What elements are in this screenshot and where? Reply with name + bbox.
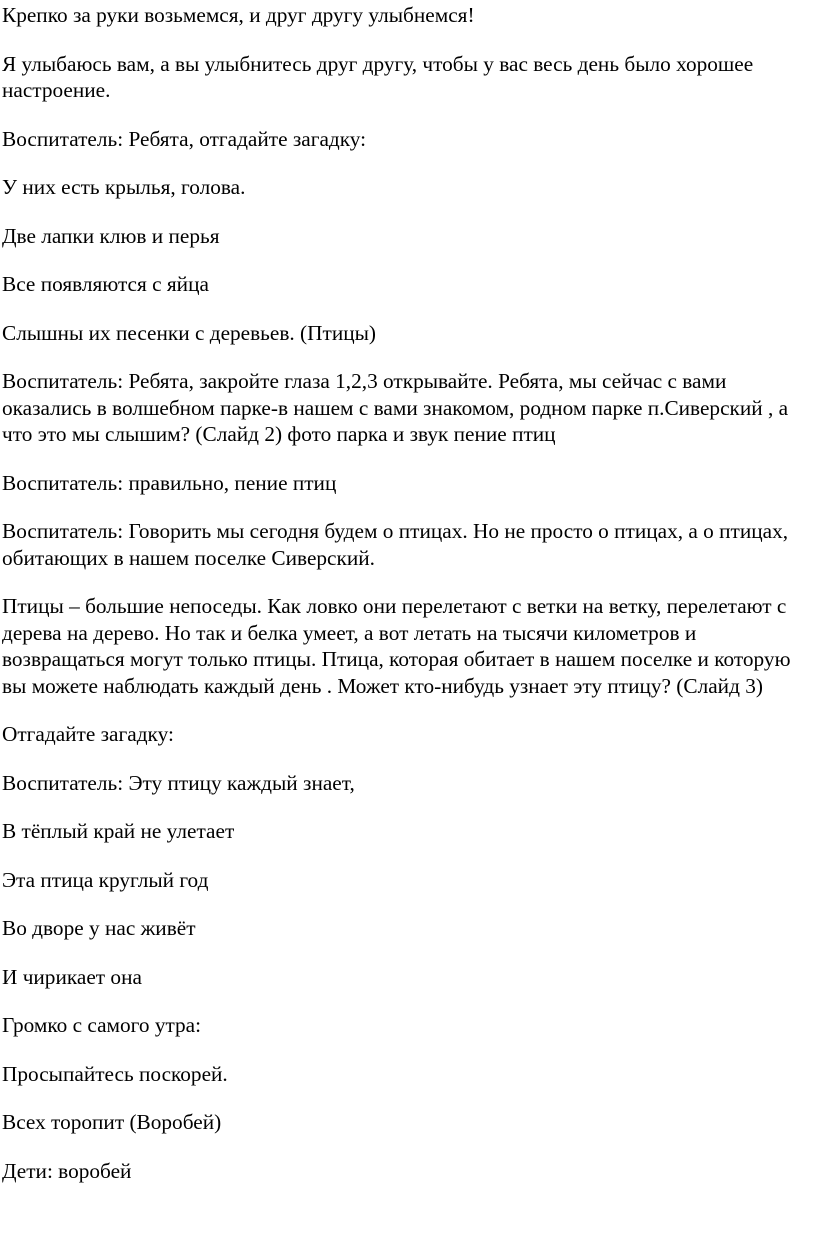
paragraph-children-answer: Дети: воробей: [2, 1158, 132, 1183]
paragraph-riddle-2-line-2: В тёплый край не улетает: [2, 819, 235, 843]
paragraph-riddle-line-3: Все появляются с яйца: [2, 272, 209, 296]
paragraph-park: Воспитатель: Ребята, закройте глаза 1,2,3 открывайте. Ребята, мы сейчас с вами оказались в волшебном парке-в нашем с вами знакомом, родном парке п.Сиверский , а что это мы слышим? (Слайд 2) фото парка и звук пение птиц: [2, 369, 789, 446]
paragraph-riddle-line-1: У них есть крылья, голова.: [2, 175, 246, 199]
paragraph-riddle-line-2: Две лапки клюв и перья: [2, 223, 220, 248]
paragraph-greeting: Крепко за руки возьмемся, и друг другу улыбнемся!: [2, 3, 475, 27]
paragraph-riddle-2-line-1: Воспитатель: Эту птицу каждый знает,: [2, 770, 355, 795]
paragraph-riddle-line-4: Слышны их песенки с деревьев. (Птицы): [2, 320, 377, 345]
paragraph-riddle-2-line-5: И чирикает она: [2, 964, 142, 989]
paragraph-riddle-intro: Воспитатель: Ребята, отгадайте загадку:: [2, 126, 367, 151]
paragraph-birdsong: Воспитатель: правильно, пение птиц: [2, 470, 337, 495]
paragraph-riddle-2-line-6: Громко с самого утра:: [2, 1013, 202, 1037]
paragraph-smile: Я улыбаюсь вам, а вы улыбнитесь друг другу, чтобы у вас весь день было хорошее настроение.: [2, 51, 754, 102]
paragraph-riddle-2-line-3: Эта птица круглый год: [2, 867, 209, 892]
paragraph-birds: Птицы – большие непоседы. Как ловко они перелетают с ветки на ветку, перелетают с дерева на дерево. Но так и белка умеет, а вот летать на тысячи километров и возвращаться могут только птицы. Птица, которая обитает в нашем поселке и которую вы можете наблюдать каждый день . Может кто-нибудь узнает эту птицу? (Слайд 3): [2, 594, 791, 698]
paragraph-topic: Воспитатель: Говорить мы сегодня будем о птицах. Но не просто о птицах, а о птицах, обитающих в нашем поселке Сиверский.: [2, 519, 789, 570]
paragraph-riddle-2-line-4: Во дворе у нас живёт: [2, 916, 196, 940]
paragraph-riddle-2-line-8: Всех торопит (Воробей): [2, 1110, 222, 1134]
paragraph-riddle-2-line-7: Просыпайтесь поскорей.: [2, 1061, 228, 1086]
paragraph-riddle-2-intro: Отгадайте загадку:: [2, 722, 174, 746]
